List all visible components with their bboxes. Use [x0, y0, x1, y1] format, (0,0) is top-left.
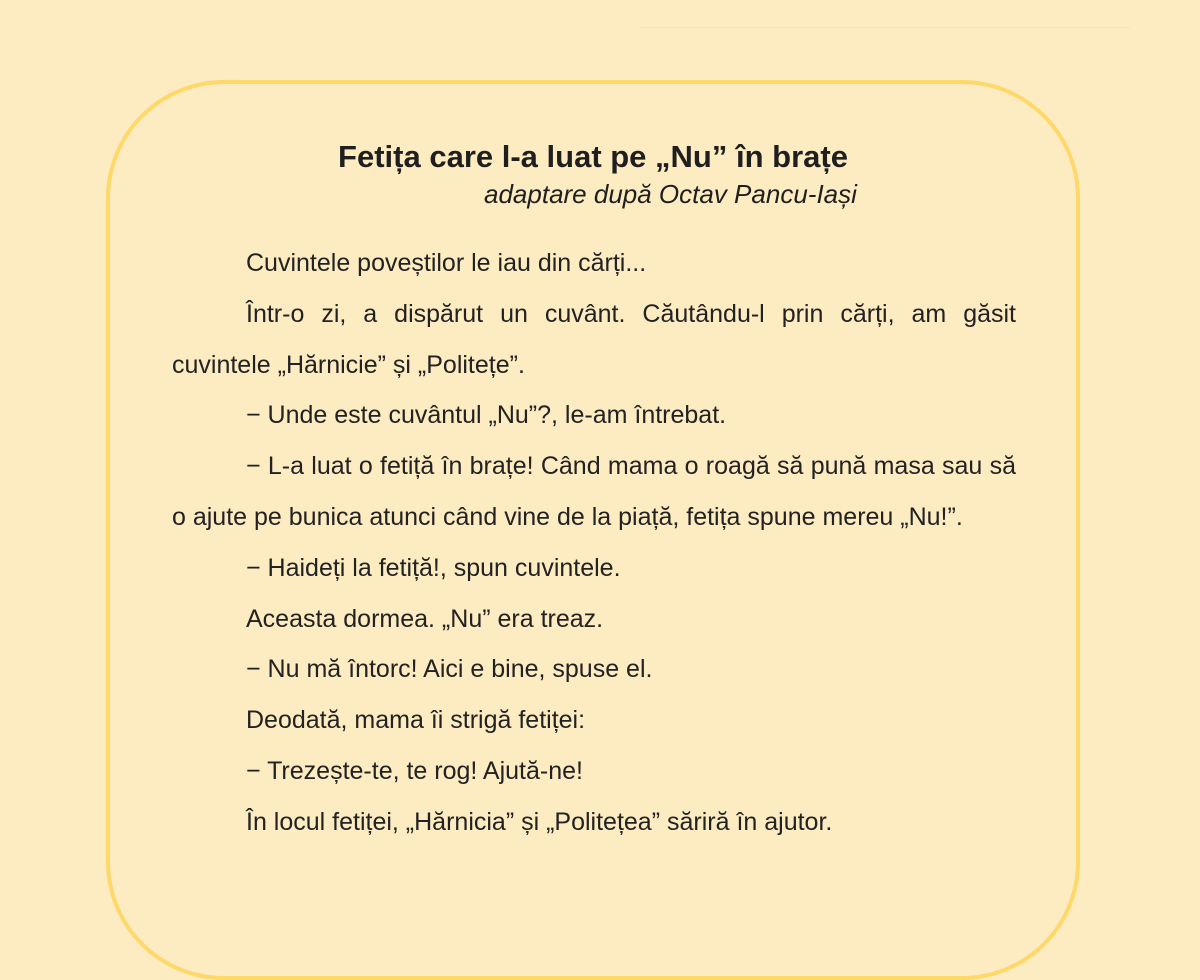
story-paragraph: În locul fetiței, „Hărnicia” și „Politețea” săriră în ajutor. [246, 807, 833, 836]
story-paragraph: − Unde este cuvântul „Nu”?, le-am întrebat. [246, 401, 727, 430]
story-paragraph: − Haideți la fetiță!, spun cuvintele. [246, 553, 621, 582]
story-paragraph: − L-a luat o fetiță în brațe! Când mama o roagă să pună masa sau să o ajute pe bunica atunci când vine de la piață, fetița spune mereu „Nu!”. [172, 452, 1016, 531]
story-text [172, 238, 1016, 848]
story-subtitle: adaptare după Octav Pancu-Iași [484, 179, 857, 209]
story-title: Fetița care l-a luat pe „Nu” în brațe [338, 139, 848, 174]
top-decorative-line [640, 27, 1130, 28]
story-paragraph: − Nu mă întorc! Aici e bine, spuse el. [246, 655, 653, 684]
story-paragraph: − Trezește-te, te rog! Ajută-ne! [246, 756, 583, 785]
story-paragraph: Într-o zi, a dispărut un cuvânt. Căutându-l prin cărți, am găsit cuvintele „Hărnicie” și „Politețe”. [172, 299, 1016, 379]
story-paragraph: Aceasta dormea. „Nu” era treaz. [246, 604, 604, 633]
story-paragraph: Deodată, mama îi strigă fetiței: [246, 706, 586, 735]
story-paragraph: Cuvintele poveștilor le iau din cărți... [246, 249, 647, 277]
